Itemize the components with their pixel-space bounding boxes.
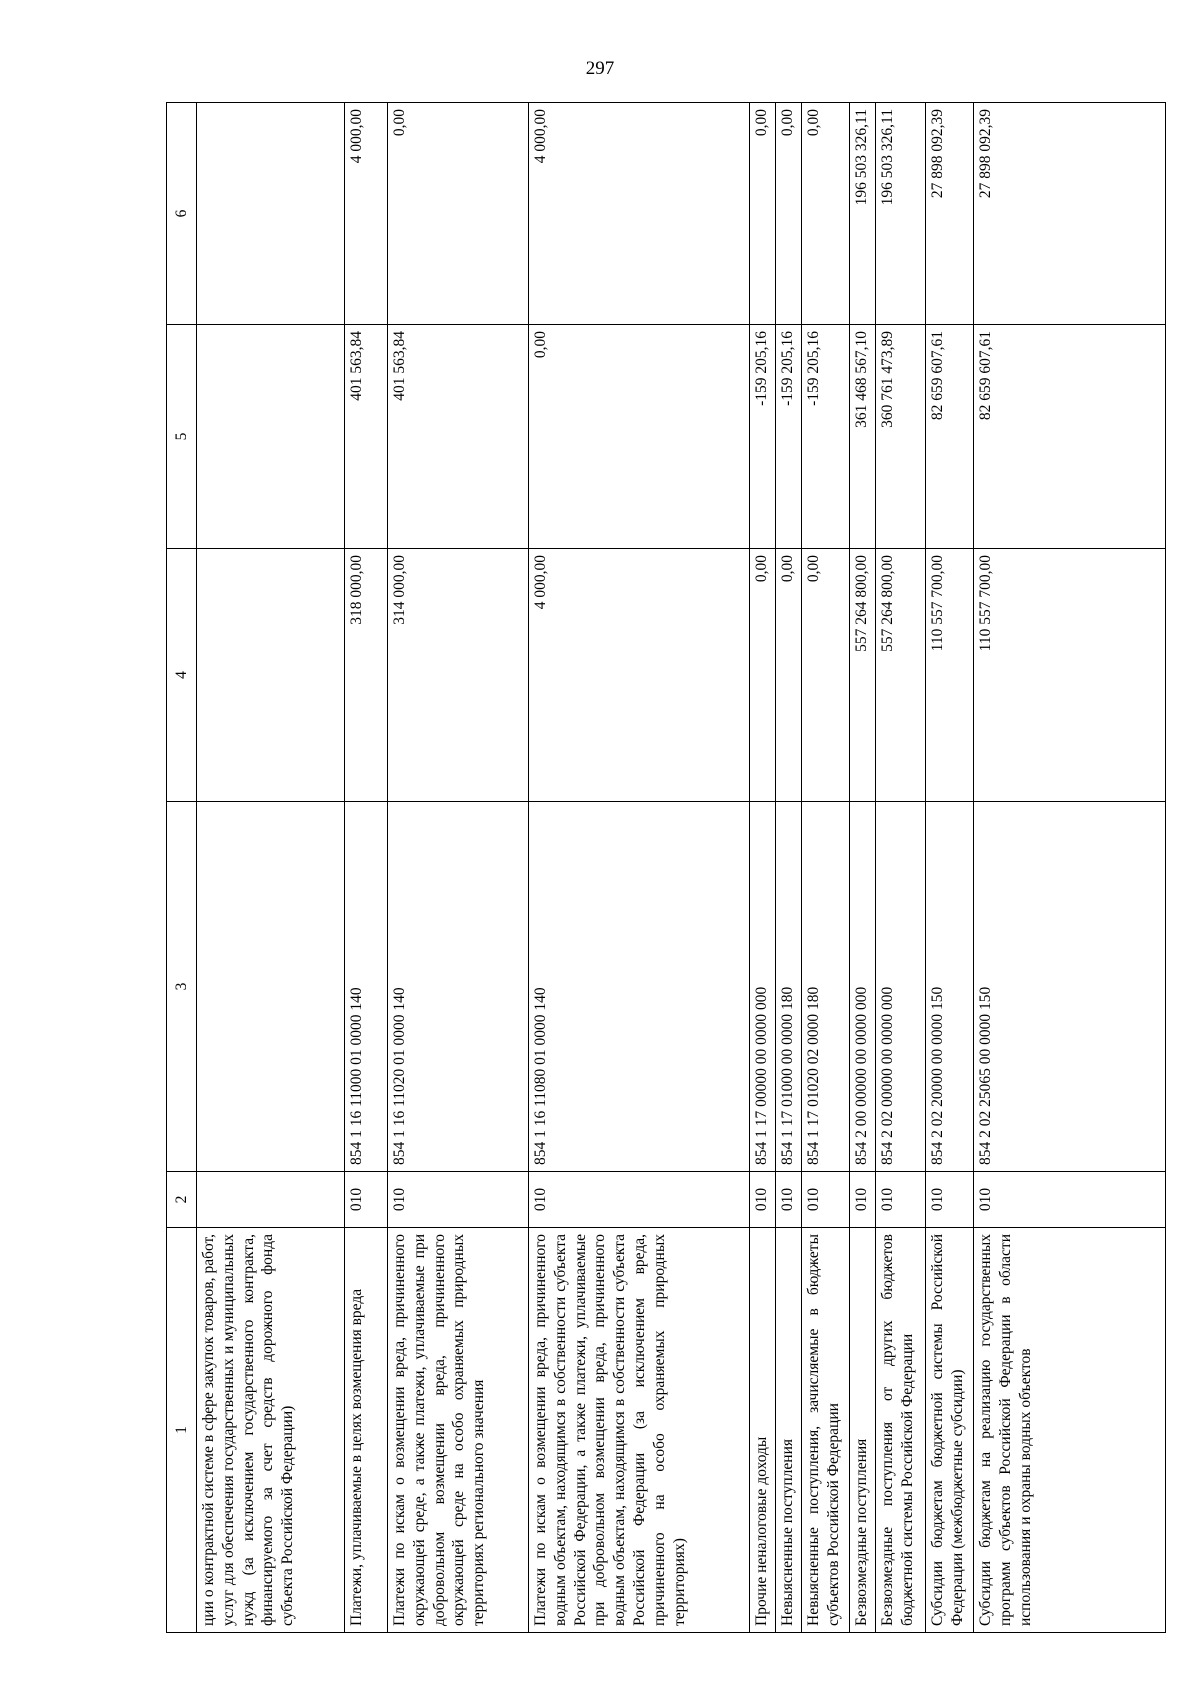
- row-kbk: [197, 802, 345, 1172]
- row-diff: [197, 103, 345, 325]
- row-kbk: 854 2 02 25065 00 0000 150: [974, 802, 1166, 1172]
- row-code: 010: [750, 1172, 776, 1228]
- row-code: 010: [876, 1172, 926, 1228]
- header-cell: 1: [167, 1228, 197, 1633]
- rotated-table-container: [166, 103, 1166, 1633]
- row-code: 010: [776, 1172, 802, 1228]
- table-row: [750, 103, 776, 1633]
- row-name: Субсидии бюджетам на реализацию государственных программ субъектов Российской Федерации в области использования и охраны водных объектов: [974, 1228, 1166, 1633]
- row-diff: 196 503 326,11: [876, 103, 926, 325]
- row-code: 010: [529, 1172, 750, 1228]
- row-diff: 0,00: [750, 103, 776, 325]
- row-plan: 0,00: [750, 549, 776, 802]
- row-name: Безвозмездные поступления от других бюджетов бюджетной системы Российской Федерации: [876, 1228, 926, 1633]
- row-plan: 0,00: [802, 549, 850, 802]
- row-fact: 0,00: [529, 325, 750, 549]
- row-plan: 557 264 800,00: [850, 549, 876, 802]
- row-name: Безвозмездные поступления: [850, 1228, 876, 1633]
- row-name: Субсидии бюджетам бюджетной системы Российской Федерации (межбюджетные субсидии): [926, 1228, 974, 1633]
- row-code: [197, 1172, 345, 1228]
- row-kbk: 854 1 17 01020 02 0000 180: [802, 802, 850, 1172]
- table-row: [974, 103, 1166, 1633]
- row-name: Платежи по искам о возмещении вреда, причиненного окружающей среде, а также платежи, уплачиваемые при добровольном возмещении вреда, причиненного окружающей среде на особо охраняемых природных территориях регионального значения: [388, 1228, 529, 1633]
- row-code: 010: [926, 1172, 974, 1228]
- row-fact: 360 761 473,89: [876, 325, 926, 549]
- row-plan: 110 557 700,00: [926, 549, 974, 802]
- row-kbk: 854 1 17 00000 00 0000 000: [750, 802, 776, 1172]
- row-fact: 82 659 607,61: [974, 325, 1166, 549]
- table-row: [345, 103, 388, 1633]
- header-cell: 4: [167, 549, 197, 802]
- table-row: [776, 103, 802, 1633]
- row-kbk: 854 1 17 01000 00 0000 180: [776, 802, 802, 1172]
- row-fact: 361 468 567,10: [850, 325, 876, 549]
- row-diff: 27 898 092,39: [974, 103, 1166, 325]
- header-cell: 5: [167, 325, 197, 549]
- table-row: [197, 103, 345, 1633]
- table-row: [388, 103, 529, 1633]
- row-fact: -159 205,16: [802, 325, 850, 549]
- row-plan: 4 000,00: [529, 549, 750, 802]
- row-kbk: 854 1 16 11080 01 0000 140: [529, 802, 750, 1172]
- table-row: [529, 103, 750, 1633]
- row-kbk: 854 1 16 11000 01 0000 140: [345, 802, 388, 1172]
- row-fact: -159 205,16: [776, 325, 802, 549]
- row-kbk: 854 2 00 00000 00 0000 000: [850, 802, 876, 1172]
- row-diff: 0,00: [776, 103, 802, 325]
- row-name: Невыясненные поступления, зачисляемые в бюджеты субъектов Российской Федерации: [802, 1228, 850, 1633]
- row-name: ции о контрактной системе в сфере закупок товаров, работ, услуг для обеспечения государственных и муниципальных нужд (за исключением государственного контракта, финансируемого за счет средств дорожного фонда субъекта Российской Федерации): [197, 1228, 345, 1633]
- row-kbk: 854 1 16 11020 01 0000 140: [388, 802, 529, 1172]
- budget-table: [166, 102, 1166, 1633]
- table-row: [802, 103, 850, 1633]
- row-plan: 110 557 700,00: [974, 549, 1166, 802]
- row-kbk: 854 2 02 20000 00 0000 150: [926, 802, 974, 1172]
- row-diff: 4 000,00: [345, 103, 388, 325]
- row-diff: 0,00: [388, 103, 529, 325]
- header-cell: 3: [167, 802, 197, 1172]
- page-number: 297: [585, 58, 615, 79]
- row-name: Платежи, уплачиваемые в целях возмещения вреда: [345, 1228, 388, 1633]
- row-code: 010: [345, 1172, 388, 1228]
- row-plan: 314 000,00: [388, 549, 529, 802]
- header-row: [167, 103, 197, 1633]
- row-plan: [197, 549, 345, 802]
- header-cell: 2: [167, 1172, 197, 1228]
- table-row: [926, 103, 974, 1633]
- row-diff: 0,00: [802, 103, 850, 325]
- row-name: Платежи по искам о возмещении вреда, причиненного водным объектам, находящимся в собственности субъекта Российской Федерации, а также платежи, уплачиваемые при добровольном возмещении вреда, причиненного водным объектам, находящимся в собственности субъекта Российской Федерации (за исключением вреда, причиненного на особо охраняемых природных территориях): [529, 1228, 750, 1633]
- row-fact: 401 563,84: [345, 325, 388, 549]
- row-fact: 82 659 607,61: [926, 325, 974, 549]
- table-row: [850, 103, 876, 1633]
- row-code: 010: [974, 1172, 1166, 1228]
- row-diff: 4 000,00: [529, 103, 750, 325]
- row-fact: -159 205,16: [750, 325, 776, 549]
- row-name: Невыясненные поступления: [776, 1228, 802, 1633]
- row-plan: 0,00: [776, 549, 802, 802]
- row-name: Прочие неналоговые доходы: [750, 1228, 776, 1633]
- row-code: 010: [850, 1172, 876, 1228]
- table-row: [876, 103, 926, 1633]
- row-diff: 196 503 326,11: [850, 103, 876, 325]
- header-cell: 6: [167, 103, 197, 325]
- row-code: 010: [388, 1172, 529, 1228]
- row-plan: 318 000,00: [345, 549, 388, 802]
- row-fact: 401 563,84: [388, 325, 529, 549]
- row-diff: 27 898 092,39: [926, 103, 974, 325]
- row-code: 010: [802, 1172, 850, 1228]
- row-kbk: 854 2 02 00000 00 0000 000: [876, 802, 926, 1172]
- row-plan: 557 264 800,00: [876, 549, 926, 802]
- row-fact: [197, 325, 345, 549]
